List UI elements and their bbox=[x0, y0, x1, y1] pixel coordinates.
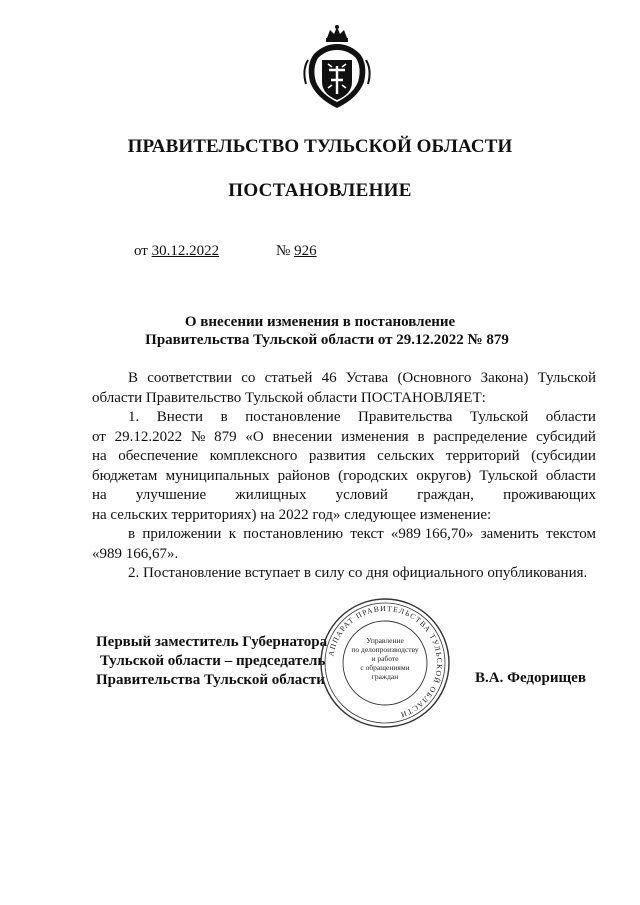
body-word: Внести bbox=[156, 409, 204, 425]
body-word: на bbox=[92, 487, 107, 503]
body-word: Закона) bbox=[480, 370, 529, 386]
body-word: изменения bbox=[341, 428, 409, 445]
body-line bbox=[92, 369, 596, 389]
coat-of-arms-emblem bbox=[294, 24, 380, 112]
body-line bbox=[92, 545, 596, 565]
body-word: № bbox=[190, 428, 206, 445]
body-word: к bbox=[228, 526, 236, 542]
body-text: на сельских территориях) на 2022 год» следующее изменение: bbox=[92, 506, 492, 523]
body-word: «О bbox=[245, 428, 264, 445]
body-word: Правительства bbox=[358, 409, 453, 425]
body-text: области Правительство Тульской области ПОСТАНОВЛЯЕТ: bbox=[92, 389, 486, 406]
document-subject bbox=[0, 313, 640, 349]
body-word: (субсидии bbox=[531, 448, 596, 464]
position-line: Первый заместитель Губернатора bbox=[96, 634, 328, 650]
body-line bbox=[92, 525, 596, 545]
body-word: в bbox=[128, 526, 136, 542]
body-line bbox=[92, 467, 596, 487]
body-line bbox=[92, 428, 596, 448]
body-word: 29.12.2022 bbox=[114, 428, 183, 445]
body-word: граждан, bbox=[417, 487, 474, 503]
body-word: округов) bbox=[416, 467, 472, 484]
government-title: ПРАВИТЕЛЬСТВО ТУЛЬСКОЙ ОБЛАСТИ bbox=[127, 136, 513, 157]
body-word: Тульской bbox=[479, 467, 538, 484]
number-prefix: № bbox=[276, 243, 291, 259]
document-body bbox=[92, 369, 596, 584]
body-word: субсидий bbox=[536, 428, 596, 445]
body-text: 2. Постановление вступает в силу со дня официального опубликования. bbox=[128, 565, 588, 581]
body-word: распределение bbox=[433, 428, 528, 445]
body-word: Тульской bbox=[469, 409, 529, 425]
subject-line-2: Правительства Тульской области от 29.12.2022 № 879 bbox=[145, 332, 509, 348]
body-word: постановление bbox=[245, 409, 341, 425]
body-word: муниципальных bbox=[165, 467, 270, 484]
body-word: в bbox=[220, 409, 228, 425]
body-line bbox=[92, 447, 596, 467]
body-line bbox=[92, 389, 596, 409]
date-value: 30.12.2022 bbox=[151, 243, 220, 259]
body-line bbox=[92, 506, 596, 526]
stamp-line: граждан bbox=[371, 672, 399, 681]
body-word: жилищных bbox=[235, 487, 307, 503]
body-word: «989 166,70» bbox=[390, 526, 474, 542]
body-word: 1. bbox=[128, 409, 140, 425]
document-number bbox=[276, 243, 317, 260]
stamp-line: с обращениями bbox=[360, 663, 410, 672]
body-word: бюджетам bbox=[92, 467, 158, 484]
body-word: постановлению bbox=[243, 526, 344, 542]
date-prefix: от bbox=[134, 243, 148, 259]
body-word: на bbox=[92, 448, 107, 464]
body-word: в bbox=[417, 428, 425, 445]
body-line bbox=[92, 486, 596, 506]
body-word: текстом bbox=[546, 526, 596, 542]
body-word: улучшение bbox=[135, 487, 207, 503]
body-word: обеспечение bbox=[118, 448, 199, 464]
signatory-position bbox=[96, 633, 327, 690]
body-word: внесении bbox=[272, 428, 333, 445]
body-line bbox=[92, 408, 596, 428]
body-word: со bbox=[241, 370, 256, 386]
body-word: от bbox=[92, 428, 106, 445]
body-line bbox=[92, 564, 596, 584]
body-word: комплексного bbox=[209, 448, 298, 464]
body-word: развития bbox=[308, 448, 366, 464]
body-word: 46 bbox=[321, 370, 337, 386]
document-date bbox=[134, 243, 219, 260]
position-line: Тульской области – председатель bbox=[100, 653, 326, 669]
subject-line-1: О внесении изменения в постановление bbox=[184, 314, 456, 330]
number-value: 926 bbox=[294, 243, 317, 259]
body-word: сельских bbox=[377, 448, 435, 464]
document-type: ПОСТАНОВЛЕНИЕ bbox=[228, 180, 412, 201]
body-word: области bbox=[545, 467, 596, 484]
body-word: 879 bbox=[214, 428, 237, 445]
body-word: районов bbox=[277, 467, 330, 484]
body-word: территорий bbox=[445, 448, 520, 464]
body-word: (Основного bbox=[397, 370, 472, 386]
stamp-center-text bbox=[340, 636, 430, 681]
body-word: В bbox=[128, 370, 139, 386]
stamp-line: и работе bbox=[371, 654, 399, 663]
body-word: текст bbox=[350, 526, 384, 542]
body-word: области bbox=[545, 409, 596, 425]
body-word: Устава bbox=[345, 370, 389, 386]
position-line: Правительства Тульской области bbox=[96, 672, 325, 688]
body-word: статьей bbox=[264, 370, 313, 386]
signatory-name: В.А. Федорищев bbox=[475, 670, 586, 686]
body-word: соответствии bbox=[147, 370, 232, 386]
body-word: условий bbox=[335, 487, 388, 503]
body-word: заменить bbox=[480, 526, 539, 542]
body-word: Тульской bbox=[537, 370, 596, 386]
stamp-line: по делопроизводству bbox=[351, 645, 419, 654]
stamp-ring-text: АППАРАТ ПРАВИТЕЛЬСТВА ТУЛЬСКОЙ ОБЛАСТИ bbox=[326, 603, 445, 720]
body-text: «989 166,67». bbox=[92, 545, 179, 562]
stamp-line: Управление bbox=[366, 636, 404, 645]
body-word: проживающих bbox=[503, 487, 596, 503]
body-word: (городских bbox=[338, 467, 409, 484]
body-word: приложении bbox=[142, 526, 222, 542]
